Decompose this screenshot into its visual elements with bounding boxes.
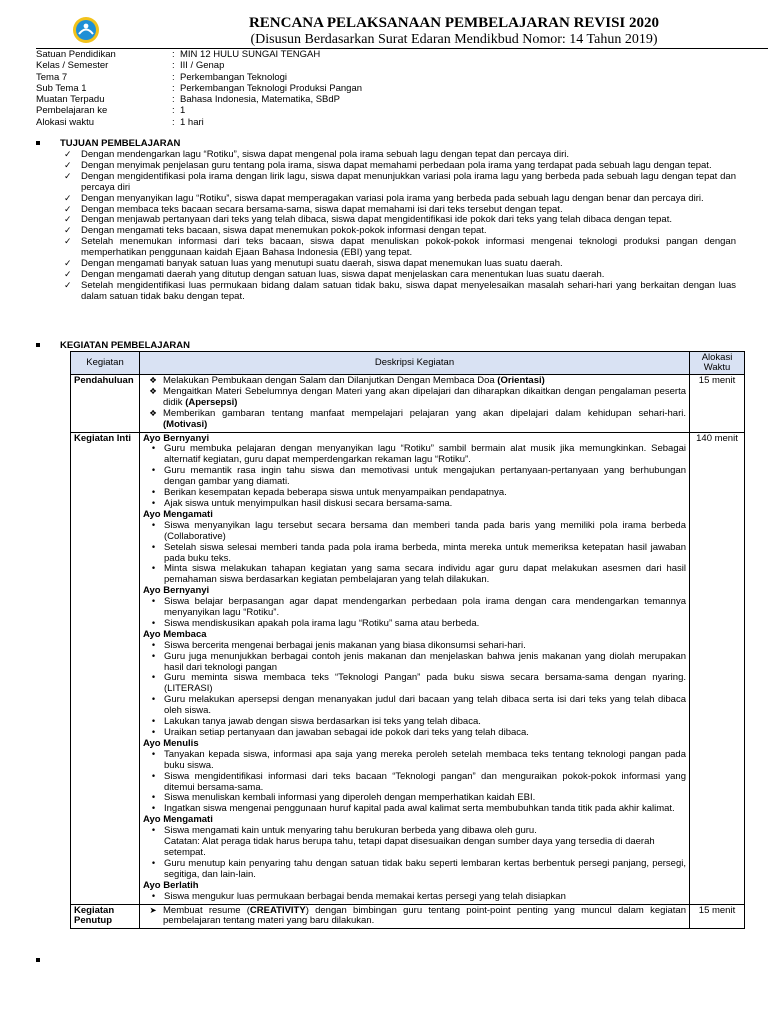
item-text: Siswa belajar berpasangan agar dapat mendengarkan perbedaan pola irama dengan cara mendengarkan temannya menyanyikan lagu “Rotiku”.	[164, 596, 686, 619]
identity-colon: :	[172, 94, 175, 106]
item-text: Memberikan gambaran tentang manfaat mempelajari pelajaran yang akan dipelajari dalam kehidupan sehari-hari.	[163, 407, 686, 419]
bullet-dot-icon: •	[150, 520, 156, 531]
penutup-bold: CREATIVITY	[249, 904, 306, 916]
item-bold: (Motivasi)	[163, 418, 208, 430]
item-text: Siswa mengidentifikasi informasi dari teks bacaan “Teknologi pangan” dan menguraikan pokok-pokok informasi yang ditemui bersama-sama.	[164, 770, 686, 793]
list-item	[64, 172, 736, 194]
identity-row	[36, 72, 362, 83]
bullet-dot-icon: •	[150, 651, 156, 662]
label-inti: Kegiatan Inti	[71, 432, 140, 904]
list-item	[143, 728, 686, 739]
list-item	[143, 804, 686, 815]
item-bold: (Orientasi)	[497, 375, 545, 386]
item-text: Guru membuka pelajaran dengan menyanyikan lagu “Rotiku” sambil bermain alat musik jika memungkinkan. Sebagai alternatif kegiatan, guru dapat memperdengarkan rekaman lagu “Rotiku”.	[164, 443, 686, 466]
goals-heading-text: TUJUAN PEMBELAJARAN	[60, 138, 181, 149]
identity-row	[36, 105, 362, 116]
checkmark-icon: ✓	[64, 150, 72, 160]
bullet-square-icon	[36, 343, 40, 347]
item-text: Guru menutup kain penyaring tahu dengan satuan tidak baku seperti lembaran kertas berbentuk persegi panjang, persegi, segitiga, dan lain-lain.	[164, 857, 686, 880]
table-row-penutup	[71, 904, 745, 929]
list-item	[64, 237, 736, 259]
time-inti: 140 menit	[690, 432, 745, 904]
bullet-dot-icon: •	[150, 717, 156, 728]
diamond-bullet-icon: ❖	[149, 376, 157, 386]
list-item	[143, 543, 686, 565]
goal-text: Dengan mengamati daerah yang ditutup dengan satuan luas, siswa dapat menjelaskan cara menentukan luas suatu daerah.	[81, 268, 605, 280]
item-text: Guru melakukan apersepsi dengan menanyakan judul dari bacaan yang telah dibaca serta isi dari teks yang telah dibaca oleh siswa.	[164, 694, 686, 717]
checkmark-icon: ✓	[64, 259, 72, 270]
subsection-title: Ayo Mengamati	[143, 508, 213, 520]
list-item	[143, 597, 686, 619]
time-penutup: 15 menit	[690, 904, 745, 929]
checkmark-icon: ✓	[64, 193, 72, 204]
activities-heading-text: KEGIATAN PEMBELAJARAN	[60, 340, 191, 351]
subsection-title: Ayo Menulis	[143, 737, 199, 749]
item-text: Siswa menuliskan kembali informasi yang diperoleh dengan memperhatikan kaidah EBI.	[164, 792, 536, 804]
identity-key: Alokasi waktu	[36, 116, 95, 128]
checkmark-icon: ✓	[64, 171, 72, 182]
bullet-dot-icon: •	[150, 498, 156, 509]
identity-colon: :	[172, 105, 175, 117]
checkmark-icon: ✓	[64, 280, 72, 291]
subsection-title: Ayo Mengamati	[143, 814, 213, 826]
identity-key: Sub Tema 1	[36, 82, 87, 94]
identity-value: Bahasa Indonesia, Matematika, SBdP	[180, 94, 341, 106]
goal-text: Dengan mendengarkan lagu “Rotiku”, siswa dapat mengenal pola irama sebuah lagu dengan tepat dan percaya diri.	[81, 149, 569, 160]
header-alokasi: Alokasi Waktu	[690, 352, 745, 375]
header-kegiatan: Kegiatan	[71, 352, 140, 375]
bullet-dot-icon: •	[150, 858, 156, 869]
note-text: Catatan: Alat peraga tidak harus berupa tahu, tetapi dapat disesuaikan dengan sumber daya yang tersedia di daerah setempat.	[164, 836, 655, 858]
item-text: Uraikan setiap pertanyaan dan jawaban sebagai ide pokok dari teks yang telah dibaca.	[164, 727, 529, 738]
list-item	[143, 499, 686, 510]
checkmark-icon: ✓	[64, 237, 72, 248]
penutup-text: Membuat resume (	[163, 904, 250, 916]
label-pendahuluan: Pendahuluan	[71, 375, 140, 433]
item-bold: (Apersepsi)	[185, 396, 238, 408]
list-item	[64, 281, 736, 303]
diamond-bullet-icon: ❖	[149, 386, 157, 397]
goal-text: Dengan mengamati banyak satuan luas yang menutupi suatu daerah, siswa dapat menemukan luas suatu daerah.	[81, 258, 563, 270]
bullet-dot-icon: •	[150, 793, 156, 804]
checkmark-icon: ✓	[64, 215, 72, 226]
bullet-dot-icon: •	[150, 749, 156, 760]
arrow-bullet-icon: ➤	[149, 905, 157, 916]
header-deskripsi: Deskripsi Kegiatan	[140, 352, 690, 375]
bullet-dot-icon: •	[150, 542, 156, 553]
goals-list	[64, 150, 736, 303]
bullet-dot-icon: •	[150, 728, 156, 738]
item-text: Guru juga menunjukkan berbagai contoh jenis makanan dan menjelaskan bahwa jenis makanan yang diolah merupakan hasil dari teknologi pangan	[164, 650, 686, 673]
identity-value: MIN 12 HULU SUNGAI TENGAH	[180, 49, 321, 60]
item-text: Siswa mengukur luas permukaan berbagai benda memakai kertas persegi yang telah disiapkan	[164, 890, 566, 902]
identity-colon: :	[172, 82, 175, 94]
bullet-dot-icon: •	[150, 488, 156, 499]
item-text: Guru meminta siswa membaca teks “Teknologi Pangan” pada buku siswa secara bersama-sama dengan nyaring. (LITERASI)	[164, 672, 686, 695]
list-item	[143, 409, 686, 431]
activities-table	[70, 351, 745, 929]
label-penutup: Kegiatan Penutup	[71, 904, 140, 929]
identity-value: 1	[180, 105, 186, 117]
checkmark-icon: ✓	[64, 160, 72, 171]
item-text: Berikan kesempatan kepada beberapa siswa untuk menyampaikan pendapatnya.	[164, 487, 507, 499]
bullet-dot-icon: •	[150, 597, 156, 608]
document-title: RENCANA PELAKSANAAN PEMBELAJARAN REVISI 2020	[248, 15, 660, 31]
subsection-title: Ayo Bernyanyi	[143, 585, 210, 597]
item-text: Melakukan Pembukaan dengan Salam dan Dilanjutkan Dengan Membaca Doa	[163, 375, 498, 386]
goal-text: Dengan membaca teks bacaan secara bersama-sama, siswa dapat memahami isi dari teks tersebut dengan tepat.	[81, 203, 563, 215]
identity-value: III / Genap	[180, 60, 225, 72]
identity-key: Muatan Terpadu	[36, 94, 105, 106]
identity-row	[36, 94, 362, 105]
school-logo-icon	[72, 16, 100, 44]
desc-penutup	[140, 904, 690, 929]
list-item	[143, 652, 686, 674]
list-item	[143, 695, 686, 717]
table-row-inti	[71, 432, 745, 904]
list-item	[143, 564, 686, 586]
list-item	[143, 906, 686, 928]
item-text: Tanyakan kepada siswa, informasi apa saja yang mereka peroleh setelah membaca teks tentang teknologi pangan pada buku siswa.	[164, 748, 686, 771]
item-text: Siswa menyanyikan lagu tersebut secara bersama dan memberi tanda pada baris yang memiliki pola irama berbeda (Collaborative)	[164, 519, 686, 542]
bullet-dot-icon: •	[150, 771, 156, 782]
identity-value: Perkembangan Teknologi	[180, 71, 288, 83]
list-item	[143, 673, 686, 695]
identity-row	[36, 117, 362, 128]
bullet-dot-icon: •	[150, 466, 156, 477]
table-header-row	[71, 352, 745, 375]
item-text: Guru memantik rasa ingin tahu siswa dan memotivasi untuk mengajukan pertanyaan-pertanyaan yang berhubungan dengan gambar yang diamati.	[164, 465, 686, 488]
bullet-dot-icon: •	[150, 618, 156, 629]
bullet-dot-icon: •	[150, 640, 156, 651]
goal-text: Dengan mengidentifikasi pola irama dengan lirik lagu, siswa dapat menunjukkan variasi pola irama lagu yang berbeda pada sebuah lagu dengan tepat dan percaya diri	[81, 170, 736, 193]
bullet-dot-icon: •	[150, 804, 156, 815]
time-pendahuluan: 15 menit	[690, 375, 745, 433]
bullet-square-icon	[36, 141, 40, 145]
identity-value: Perkembangan Teknologi Produksi Pangan	[180, 82, 363, 94]
list-item	[64, 194, 736, 205]
identity-colon: :	[172, 71, 175, 83]
bullet-dot-icon: •	[150, 826, 156, 837]
bullet-square-icon	[36, 958, 40, 962]
item-text: Setelah siswa selesai memberi tanda pada pola irama berbeda, minta mereka untuk memeriksa ketepatan hasil jawaban pada buku teks.	[164, 541, 686, 564]
subsection-title: Ayo Membaca	[143, 628, 207, 640]
identity-block	[36, 49, 362, 128]
list-item	[143, 466, 686, 488]
item-text: Siswa mengamati kain untuk menyaring tahu berukuran berbeda yang dibawa oleh guru.	[164, 825, 537, 837]
item-text: Siswa bercerita mengenai berbagai jenis makanan yang biasa dikonsumsi sehari-hari.	[164, 639, 526, 651]
diamond-bullet-icon: ❖	[149, 408, 157, 419]
item-text: Siswa mendiskusikan apakah pola irama lagu “Rotiku” sama atau berbeda.	[164, 617, 480, 629]
goal-text: Dengan menyimak penjelasan guru tentang pola irama, siswa dapat memahami perbedaan pola irama yang terdapat pada sebuah lagu dengan tepat.	[81, 159, 712, 171]
checkmark-icon: ✓	[64, 204, 72, 215]
list-item	[143, 619, 686, 630]
list-item	[143, 772, 686, 794]
list-item	[143, 892, 686, 903]
item-text: Ajak siswa untuk menyimpulkan hasil diskusi secara bersama-sama.	[164, 497, 453, 509]
subsection-title: Ayo Berlatih	[143, 879, 199, 891]
identity-colon: :	[172, 49, 175, 60]
identity-colon: :	[172, 116, 175, 128]
identity-key: Tema 7	[36, 71, 68, 83]
checkmark-icon: ✓	[64, 269, 72, 280]
identity-colon: :	[172, 60, 175, 72]
bullet-dot-icon: •	[150, 444, 156, 455]
document-subtitle: (Disusun Berdasarkan Surat Edaran Mendikbud Nomor: 14 Tahun 2019)	[250, 32, 658, 47]
bullet-dot-icon: •	[150, 891, 156, 902]
goal-text: Dengan menyanyikan lagu “Rotiku”, siswa dapat memperagakan variasi pola irama yang berbeda pada sebuah lagu dengan benar dan percaya diri.	[81, 192, 704, 204]
item-text: Lakukan tanya jawab dengan siswa berdasarkan isi teks yang telah dibaca.	[164, 716, 481, 728]
table-row-pendahuluan	[71, 375, 745, 433]
list-item	[143, 750, 686, 772]
list-item	[143, 387, 686, 409]
desc-inti	[140, 432, 690, 904]
checkmark-icon: ✓	[64, 226, 72, 237]
identity-key: Pembelajaran ke	[36, 105, 108, 117]
penutup-text-end: ) dengan bimbingan guru tentang point-point penting yang muncul dalam kegiatan pembelajaran tentang materi yang baru dilakukan.	[163, 904, 686, 927]
item-text: Mengaitkan Materi Sebelumnya dengan Materi yang akan dipelajari dan diharapkan dikaitkan dengan pengalaman peserta didik	[163, 385, 686, 408]
identity-value: 1 hari	[180, 116, 204, 128]
item-text: Ingatkan siswa mengenai penggunaan huruf kapital pada awal kalimat serta membubuhkan tanda titik pada akhir kalimat.	[164, 803, 675, 815]
desc-pendahuluan	[140, 375, 690, 433]
identity-row	[36, 60, 362, 71]
subsection-title: Ayo Bernyanyi	[143, 432, 210, 444]
bullet-dot-icon: •	[150, 695, 156, 706]
goal-text: Setelah mengidentifikasi luas permukaan bidang dalam satuan tidak baku, siswa dapat menyelesaikan masalah sehari-hari yang berkaitan dengan luas dalam satuan tidak baku dengan tepat.	[81, 279, 736, 302]
goal-text: Dengan menjawab pertanyaan dari teks yang telah dibaca, siswa dapat mengidentifikasi ide pokok dari teks yang telah dibaca dengan tepat.	[81, 214, 672, 226]
goal-text: Setelah menemukan informasi dari teks bacaan, siswa dapat menuliskan pokok-pokok informasi mengenai teknologi produksi pangan dengan memperhatikan penggunaan kaidah Ejaan Bahasa Indonesia (EBI) yang tepat.	[81, 236, 736, 259]
bullet-dot-icon: •	[150, 673, 156, 684]
item-text: Minta siswa melakukan tahapan kegiatan yang sama secara individu agar guru dapat melakukan asesmen dari hasil pemahaman siswa berdasarkan kegiatan pembelajaran yang telah dilakukan.	[164, 563, 686, 586]
identity-row	[36, 83, 362, 94]
goal-text: Dengan mengamati teks bacaan, siswa dapat menemukan pokok-pokok informasi dengan tepat.	[81, 225, 487, 237]
list-item	[143, 444, 686, 466]
identity-key: Satuan Pendidikan	[36, 49, 116, 60]
identity-row	[36, 49, 362, 60]
bullet-dot-icon: •	[150, 564, 156, 575]
identity-key: Kelas / Semester	[36, 60, 109, 72]
list-item	[143, 859, 686, 881]
list-item	[143, 521, 686, 543]
